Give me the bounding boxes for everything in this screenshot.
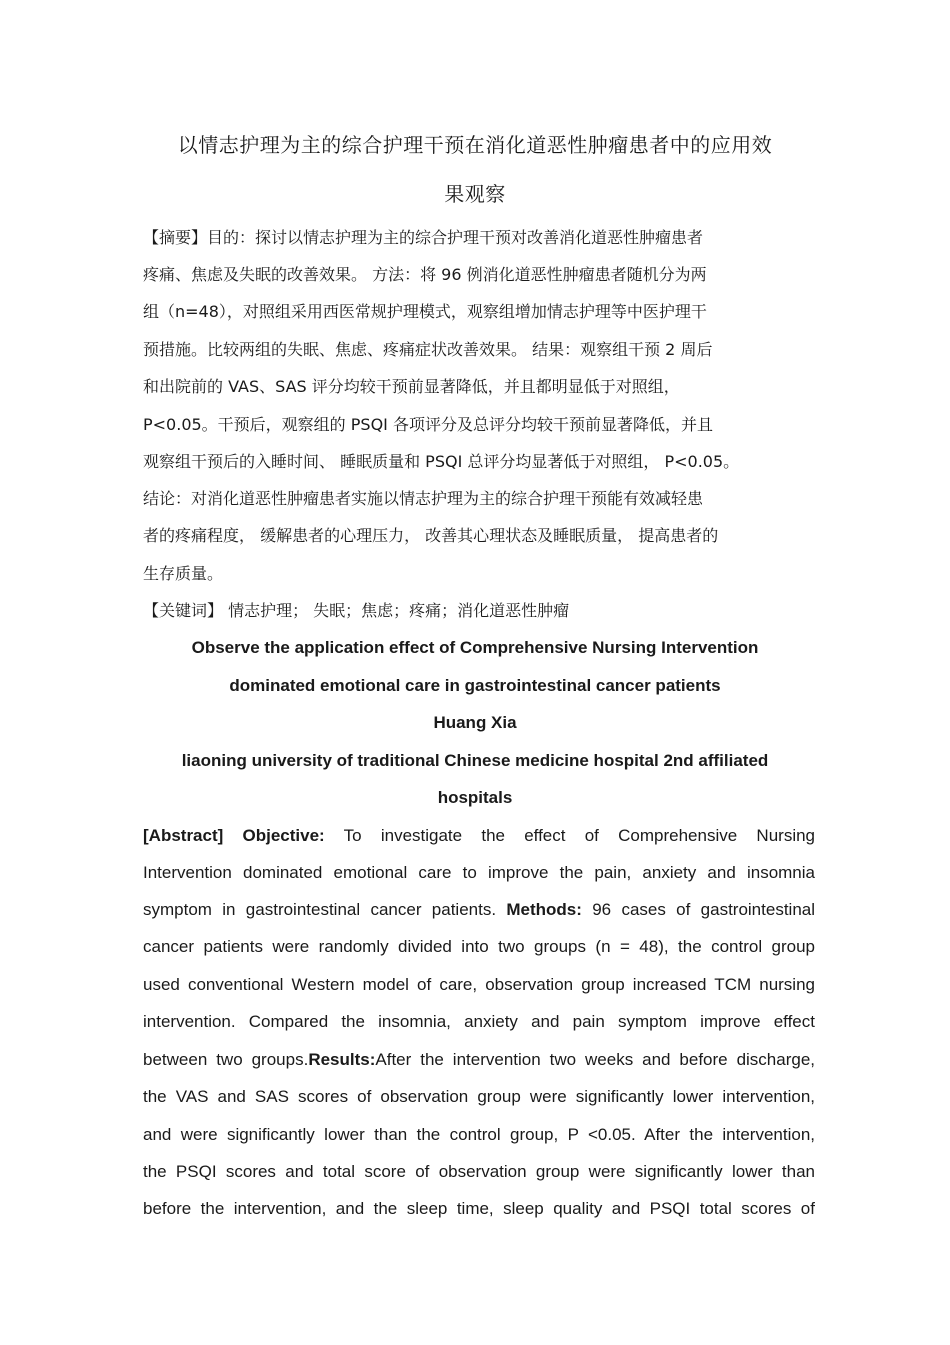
abstract-en-line: the PSQI scores and total score of observation group were significantly lower than <box>143 1162 815 1181</box>
abstract-cn-line: 观察组干预后的入睡时间、 睡眠质量和 PSQI 总评分均显著低于对照组， P<0.05。 <box>143 452 740 471</box>
abstract-en-line: Intervention dominated emotional care to improve the pain, anxiety and insomnia <box>143 863 815 882</box>
abstract-objective-label: [Abstract] Objective: <box>143 826 325 845</box>
page-title-cn-line1: 以情志护理为主的综合护理干预在消化道恶性肿瘤患者中的应用效 <box>177 133 773 157</box>
abstract-en-line: [Abstract] Objective: To investigate the effect of Comprehensive Nursing <box>143 826 816 845</box>
abstract-en-line: intervention. Compared the insomnia, anxiety and pain symptom improve effect <box>143 1012 815 1031</box>
abstract-cn-line: 结论：对消化道恶性肿瘤患者实施以情志护理为主的综合护理干预能有效减轻患 <box>143 489 704 508</box>
abstract-cn-line: P<0.05。干预后，观察组的 PSQI 各项评分及总评分均较干预前显著降低，并且 <box>143 415 713 434</box>
abstract-cn-line: 预措施。比较两组的失眠、焦虑、疼痛症状改善效果。 结果：观察组干预 2 周后 <box>143 340 713 359</box>
abstract-cn-line: 疼痛、焦虑及失眠的改善效果。 方法：将 96 例消化道恶性肿瘤患者随机分为两 <box>143 265 707 284</box>
abstract-methods-label: Methods: <box>506 900 582 919</box>
affiliation-line2: hospitals <box>437 788 513 807</box>
abstract-en-line: the VAS and SAS scores of observation group were significantly lower intervention, <box>143 1087 815 1106</box>
abstract-en-line: before the intervention, and the sleep time, sleep quality and PSQI total scores of <box>143 1199 815 1218</box>
abstract-en-line: symptom in gastrointestinal cancer patients. Methods: 96 cases of gastrointestinal <box>143 900 816 919</box>
abstract-results-label: Results: <box>308 1050 376 1069</box>
abstract-en-line: between two groups.Results:After the intervention two weeks and before discharge, <box>143 1050 815 1069</box>
abstract-en-line: used conventional Western model of care, observation group increased TCM nursing <box>143 975 815 994</box>
page-title-en-line2: dominated emotional care in gastrointestinal cancer patients <box>229 676 721 695</box>
abstract-cn-line: 组（n=48），对照组采用西医常规护理模式，观察组增加情志护理等中医护理干 <box>143 302 707 321</box>
abstract-en-line: cancer patients were randomly divided into two groups (n = 48), the control group <box>143 937 815 956</box>
page-title-cn-line2: 果观察 <box>444 182 506 206</box>
abstract-cn-line: 者的疼痛程度， 缓解患者的心理压力， 改善其心理状态及睡眠质量， 提高患者的 <box>143 526 719 545</box>
abstract-cn-line: 和出院前的 VAS、SAS 评分均较干预前显著降低，并且都明显低于对照组， <box>143 377 680 396</box>
affiliation-line1: liaoning university of traditional Chinese medicine hospital 2nd affiliated <box>181 751 769 770</box>
page-title-en-line1: Observe the application effect of Comprehensive Nursing Intervention <box>191 638 759 657</box>
keywords-cn: 【关键词】 情志护理； 失眠；焦虑；疼痛；消化道恶性肿瘤 <box>143 601 570 620</box>
abstract-cn-line: 【摘要】目的：探讨以情志护理为主的综合护理干预对改善消化道恶性肿瘤患者 <box>143 228 704 247</box>
abstract-en-line: and were significantly lower than the control group, P <0.05. After the intervention, <box>143 1125 815 1144</box>
abstract-cn-line: 生存质量。 <box>143 564 224 583</box>
author-name: Huang Xia <box>433 713 517 732</box>
